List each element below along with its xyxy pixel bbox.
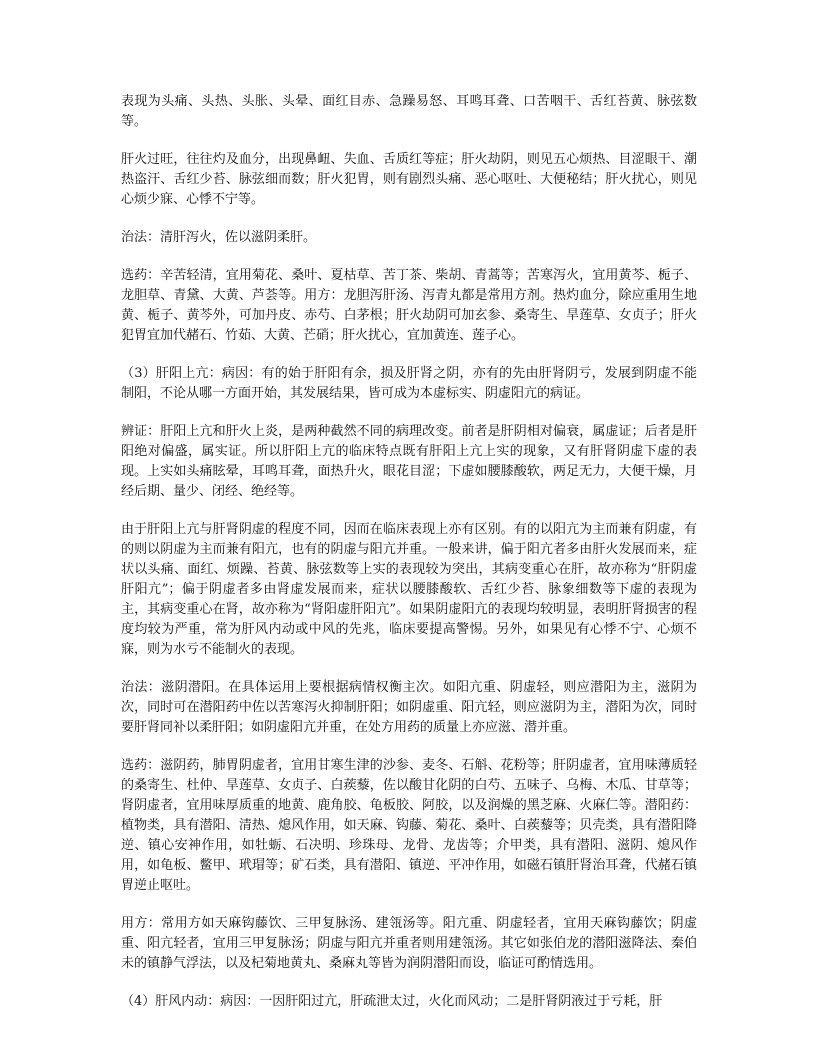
- paragraph-degree-differences: 由于肝阳上亢与肝肾阴虚的程度不同，因而在临床表现上亦有区别。有的以阳亢为主而兼有阴虚，有的则以阴虚为主而兼有阳亢，也有的阴虚与阳亢并重。一般来讲，偏于阳亢者多由肝火发展而来，症状以头痛、面红、烦躁、苔黄、脉弦数等上实的表现较为突出，其病变重心在肝，故亦称为“肝阴虚肝阳亢”；偏于阴虚者多由肾虚发展而来，症状以腰膝酸软、舌红少苔、脉象细数等下虚的表现为主，其病变重心在肾，故亦称为“肾阳虚肝阳亢”。如果阴虚阳亢的表现均较明显，表明肝肾损害的程度均较为严重，常为肝风内动或中风的先兆，临床要提高警惕。另外，如果见有心悸不宁、心烦不寐，则为水亏不能制火的表现。: [121, 522, 697, 657]
- paragraph-liver-fire-excess: 肝火过旺，往往灼及血分，出现鼻衄、失血、舌质红等症；肝火劫阴，则见五心烦热、目涩眼干、潮热盗汗、舌红少苔、脉弦细而数；肝火犯胃，则有剧烈头痛、恶心呕吐、大便秘结；肝火扰心，则见心烦少寐、心悸不宁等。: [121, 152, 697, 207]
- paragraph-drug-selection: 选药：辛苦轻清，宜用菊花、桑叶、夏枯草、苦丁茶、柴胡、青蒿等；苦寒泻火，宜用黄芩、栀子、龙胆草、青黛、大黄、芦荟等。用方：龙胆泻肝汤、泻青丸都是常用方剂。热灼血分，除应重用生地黄、栀子、黄芩外，可加丹皮、赤芍、白茅根；肝火劫阴可加玄参、桑寄生、旱莲草、女贞子；肝火犯胃宜加代赭石、竹茹、大黄、芒硝；肝火扰心，宜加黄连、莲子心。: [121, 268, 697, 343]
- paragraph-prescriptions: 用方：常用方如天麻钩藤饮、三甲复脉汤、建瓴汤等。阳亢重、阴虚轻者，宜用天麻钩藤饮；阴虚重、阳亢轻者，宜用三甲复脉汤；阴虚与阳亢并重者则用建瓴汤。其它如张伯龙的潜阳滋降法、秦伯未的镇静气浮法，以及杞菊地黄丸、桑麻丸等皆为润阴潜阳而设，临证可酌情选用。: [121, 916, 697, 971]
- paragraph-differentiation: 辨证：肝阳上亢和肝火上炎，是两种截然不同的病理改变。前者是肝阴相对偏衰，属虚证；后者是肝阳绝对偏盛，属实证。所以肝阳上亢的临床特点既有肝阳上亢上实的现象，又有肝肾阴虚下虚的表现。上实如头痛眩晕，耳鸣耳聋，面热升火，眼花目涩；下虚如腰膝酸软，两足无力，大便干燥，月经后期、量少、闭经、绝经等。: [121, 424, 697, 499]
- paragraph-treatment-method: 治法：清肝泻火，佐以滋阴柔肝。: [121, 230, 317, 245]
- paragraph-drug-choices: 选药：滋阴药，肺胃阴虚者，宜用甘寒生津的沙参、麦冬、石斛、花粉等；肝阴虚者，宜用味薄质轻的桑寄生、杜仲、旱莲草、女贞子、白蒺藜，佐以酸甘化阴的白芍、五味子、乌梅、木瓜、甘草等；肾阴虚者，宜用味厚质重的地黄、鹿角胶、龟板胶、阿胶，以及润燥的黑芝麻、火麻仁等。潜阳药：植物类，具有潜阳、清热、熄风作用，如天麻、钩藤、菊花、桑叶、白蒺藜等；贝壳类，具有潜阳降逆、镇心安神作用，如牡蛎、石决明、珍珠母、龙骨、龙齿等；介甲类，具有潜阳、滋阴、熄风作用，如龟板、鳖甲、玳瑁等；矿石类，具有潜阳、镇逆、平冲作用，如磁石镇肝肾治耳聋，代赭石镇胃逆止呕吐。: [121, 758, 697, 893]
- paragraph-symptoms: 表现为头痛、头热、头胀、头晕、面红目赤、急躁易怒、耳鸣耳聋、口苦咽干、舌红苔黄、脉弦数等。: [121, 94, 697, 129]
- paragraph-liver-wind: （4）肝风内动：病因：一因肝阳过亢，肝疏泄太过，火化而风动；二是肝肾阴液过于亏耗，肝: [121, 994, 663, 1009]
- paragraph-liver-yang-hyperactivity: （3）肝阳上亢：病因：有的始于肝阳有余，损及肝肾之阴，亦有的先由肝肾阴亏，发展到阴虚不能制阳，不论从哪一方面开始，其发展结果，皆可成为本虚标实、阴虚阳亢的病证。: [121, 366, 697, 401]
- paragraph-nourish-yin-subdue-yang: 治法：滋阴潜阳。在具体运用上要根据病情权衡主次。如阳亢重、阴虚轻，则应潜阳为主，滋阴为次，同时可在潜阳药中佐以苦寒泻火抑制肝阳；如阴虚重、阳亢轻，则应滋阴为主，潜阳为次，同时要肝肾同补以柔肝阳；如阴虚阳亢并重，在处方用药的质量上亦应滋、潜并重。: [121, 680, 697, 735]
- document-body: [121, 92, 697, 1030]
